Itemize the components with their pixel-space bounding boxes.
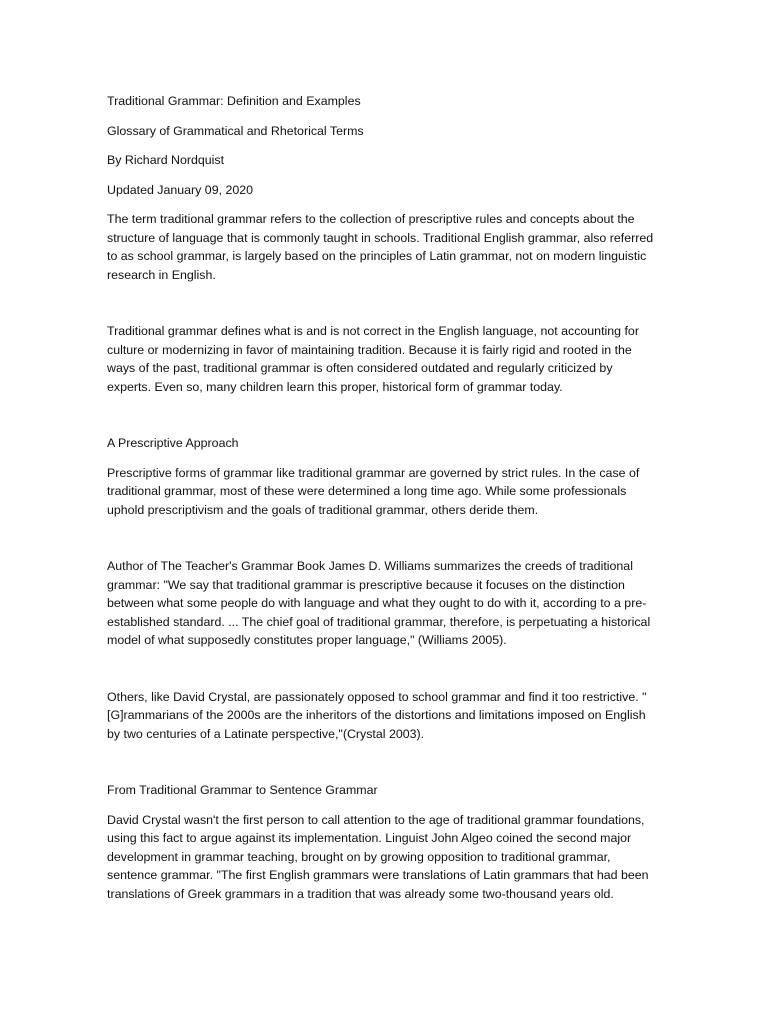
paragraph-sentence-grammar: David Crystal wasn't the first person to call attention to the age of traditional grammar foundations, using this fact to argue against its implementation. Linguist John Algeo coined the second major development in grammar teaching, brought on by growing opposition to traditional grammar, sentence grammar. "The first English grammars were translations of Latin grammars that had been translations of Greek grammars in a tradition that was already some two-thousand years old.: [107, 812, 649, 901]
document-title: Traditional Grammar: Definition and Examples: [107, 94, 361, 108]
section-heading-sentence-grammar: From Traditional Grammar to Sentence Grammar: [107, 783, 378, 797]
updated-date: Updated January 09, 2020: [107, 182, 254, 197]
paragraph-definition: The term traditional grammar refers to the collection of prescriptive rules and concepts about the structure of language that is commonly taught in schools. Traditional English grammar, also referred to as school grammar, is largely based on the principles of Latin grammar, not on modern linguistic research in English.: [107, 212, 654, 282]
paragraph-correctness: Traditional grammar defines what is and is not correct in the English language, not accounting for culture or modernizing in favor of maintaining tradition. Because it is fairly rigid and rooted in the ways of the past, traditional grammar is often considered outdated and regularly criticized by experts. Even so, many children learn this proper, historical form of grammar today.: [107, 324, 639, 394]
document-page: [107, 92, 659, 914]
paragraph-williams-quote: Author of The Teacher's Grammar Book James D. Williams summarizes the creeds of traditional grammar: "We say that traditional grammar is prescriptive because it focuses on the distinction between what some people do with language and what they ought to do with it, according to a pre-established standard. ... The chief goal of traditional grammar, therefore, is perpetuating a historical model of what supposedly constitutes proper language," (Williams 2005).: [107, 559, 651, 647]
paragraph-crystal-quote: Others, like David Crystal, are passionately opposed to school grammar and find it too restrictive. "[G]rammarians of the 2000s are the inheritors of the distortions and limitations imposed on English by two centuries of a Latinate perspective,"(Crystal 2003).: [107, 689, 647, 741]
section-heading-prescriptive: A Prescriptive Approach: [107, 436, 239, 450]
glossary-label: Glossary of Grammatical and Rhetorical Terms: [107, 123, 364, 138]
author-byline: By Richard Nordquist: [107, 153, 225, 167]
paragraph-prescriptive-rules: Prescriptive forms of grammar like traditional grammar are governed by strict rules. In the case of traditional grammar, most of these were determined a long time ago. While some professionals uphold prescriptivism and the goals of traditional grammar, others deride them.: [107, 465, 640, 517]
